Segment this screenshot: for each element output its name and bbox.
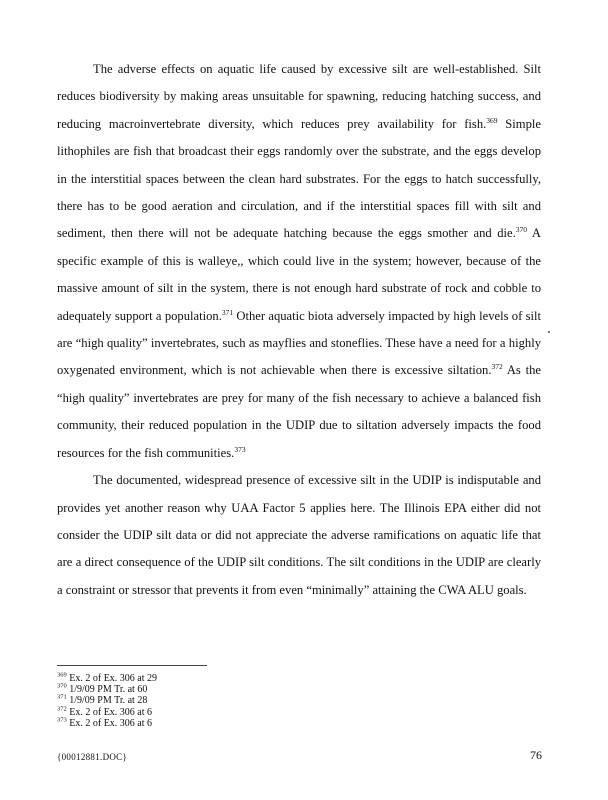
footnotes [57,673,357,729]
footnote-text: 1/9/09 PM Tr. at 60 [69,684,148,696]
margin-mark [548,331,550,333]
footnote-370 [57,684,357,695]
footnote-text: Ex. 2 of Ex. 306 at 6 [69,706,153,718]
footnote-number: 370 [57,682,67,690]
paragraph-2 [57,467,541,604]
footnote-separator [57,665,207,666]
footnote-number: 371 [57,694,67,702]
page-number: 76 [530,748,542,762]
footnote-text: Ex. 2 of Ex. 306 at 29 [69,673,158,684]
footnote-372 [57,707,357,718]
paragraph-1-text-c: A specific example of this is walleye,, which could live in the system; however, because of the massive amount of silt in the system, there is not enough hard substrate of rock and cobble to adequately support a population. [57,226,541,323]
footnote-ref-371[interactable]: 371 [221,307,234,317]
footnote-number: 373 [57,716,67,724]
footnote-ref-369[interactable]: 369 [486,115,498,125]
footnote-371 [57,695,357,706]
paragraph-1-text-a: The adverse effects on aquatic life caused by excessive silt are well-established. Silt reduces biodiversity by making areas unsuitable for spawning, reducing hatching success, and reducing macroinvertebrate diversity, which reduces prey availability for fish. [57,62,541,131]
paragraph-1 [57,56,541,467]
footnote-ref-372[interactable]: 372 [491,362,503,372]
footnote-ref-370[interactable]: 370 [515,225,528,235]
body-text [57,56,541,604]
footnote-373 [57,718,357,729]
paragraph-1-text-e: As the “high quality” invertebrates are prey for many of the fish necessary to achieve a balanced fish community, their reduced population in the UDIP due to siltation adversely impacts the food resources for the fish communities. [57,363,541,460]
footnote-number: 372 [57,705,67,713]
document-code: {00012881.DOC} [57,752,128,762]
footnote-369 [57,673,357,684]
footnote-number: 369 [57,671,67,679]
paragraph-2-text: The documented, widespread presence of excessive silt in the UDIP is indisputable and provides yet another reason why UAA Factor 5 applies here. The Illinois EPA either did not consider the UDIP silt data or did not appreciate the adverse ramifications on aquatic life that are a direct consequence of the UDIP silt conditions. The silt conditions in the UDIP are clearly a constraint or stressor that prevents it from even “minimally” attaining the CWA ALU goals. [57,473,541,597]
footnote-ref-373[interactable]: 373 [234,444,246,454]
footnote-text: Ex. 2 of Ex. 306 at 6 [69,717,153,729]
footnote-text: 1/9/09 PM Tr. at 28 [69,695,148,707]
paragraph-1-text-b: Simple lithophiles are fish that broadcast their eggs randomly over the substrate, and the eggs develop in the interstitial spaces between the clean hard substrates. For the eggs to hatch successfully, there has to be good aeration and circulation, and if the interstitial spaces fill with silt and sediment, then there will not be adequate hatching because the eggs smother and die. [57,116,541,241]
paragraph-1-text-d: Other aquatic biota adversely impacted by high levels of silt are “high quality” invertebrates, such as mayflies and stoneflies. These have a need for a highly oxygenated environment, which is not achievable when there is excessive siltation. [57,308,541,378]
